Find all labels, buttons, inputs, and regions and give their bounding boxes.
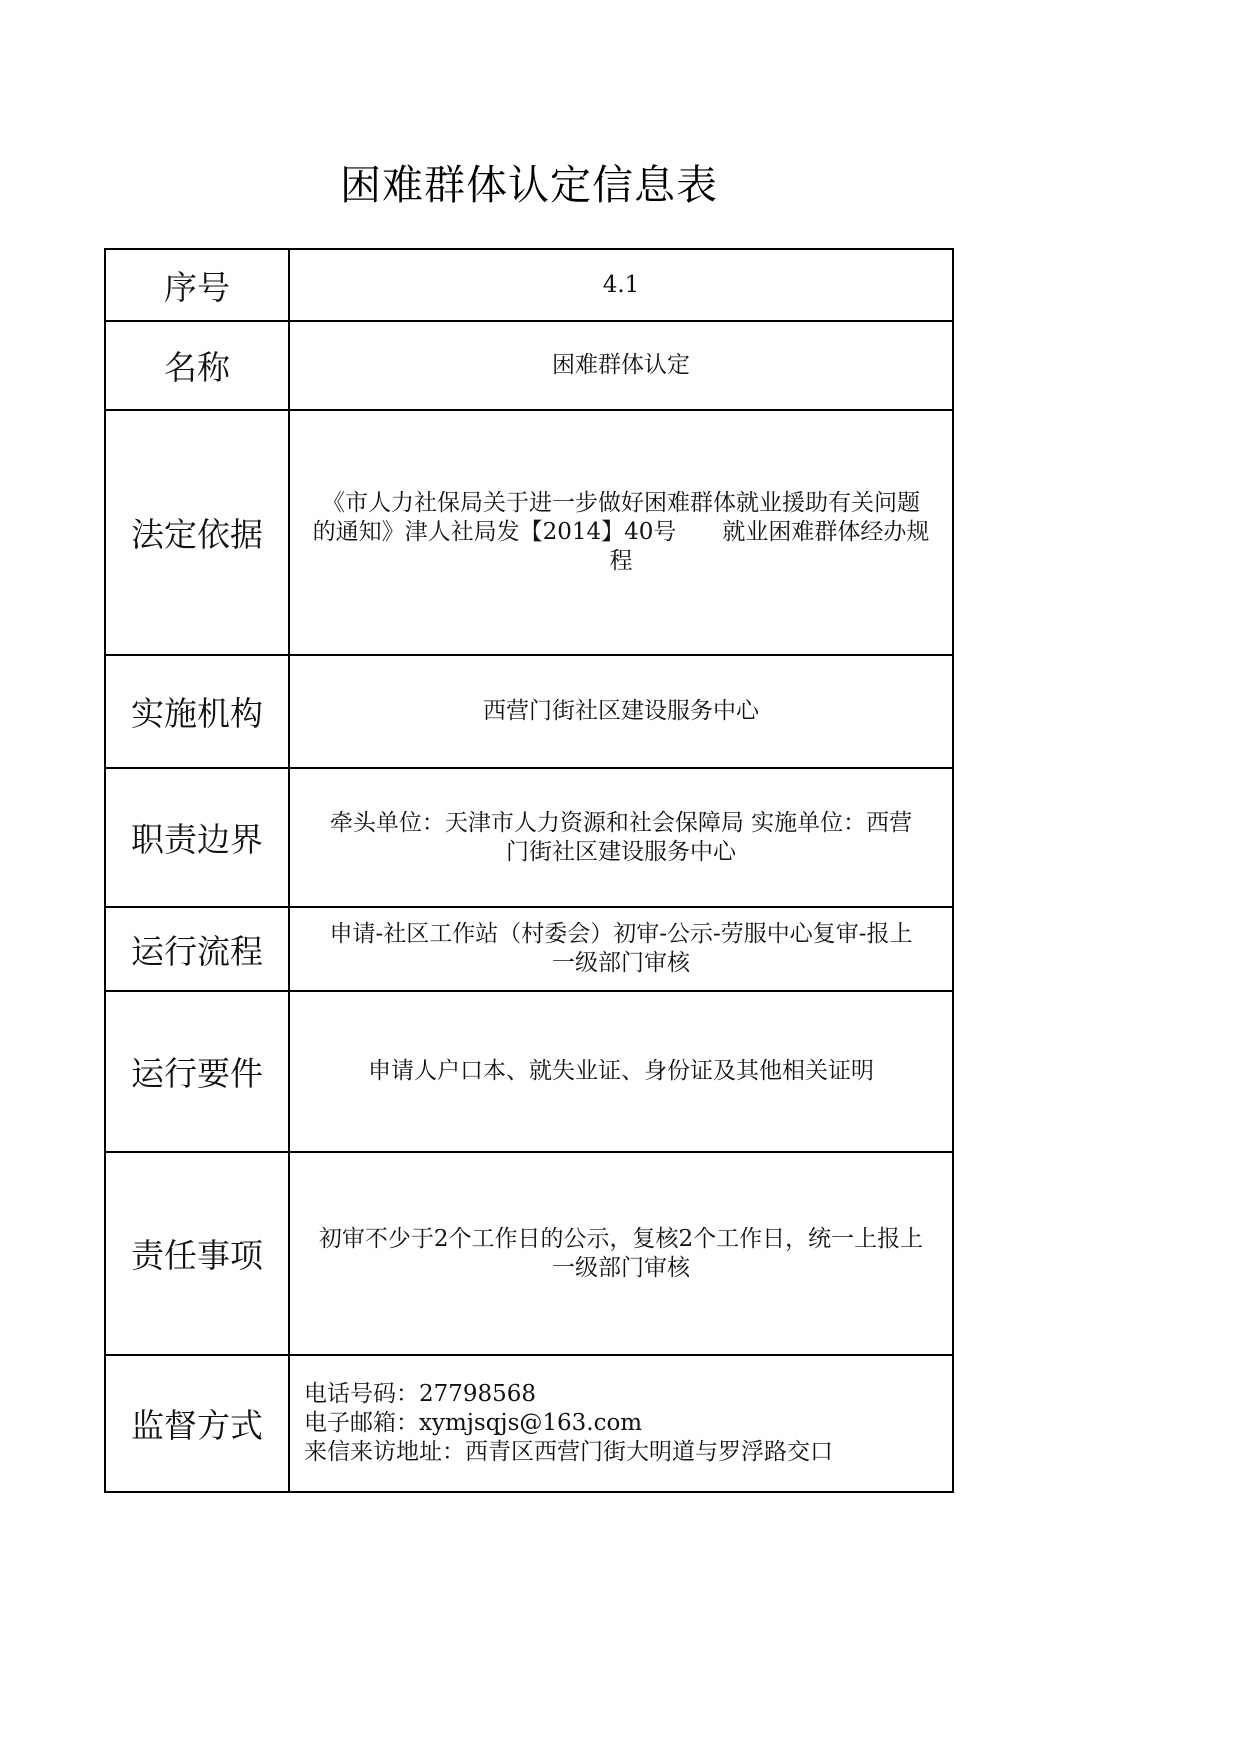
supervision-label: 监督方式	[105, 1355, 289, 1492]
table-row-responsibility-boundary	[105, 768, 953, 907]
process-value	[289, 907, 953, 991]
process-label: 运行流程	[105, 907, 289, 991]
agency-label: 实施机构	[105, 655, 289, 768]
page-title: 困难群体认定信息表	[340, 161, 718, 209]
name-label: 名称	[105, 321, 289, 410]
table-row-legal-basis	[105, 410, 953, 655]
legal-basis-line: 《市人力社保局关于进一步做好困难群体就业援助有关问题	[322, 490, 920, 516]
serial-value: 4.1	[289, 249, 953, 321]
address-line: 来信来访地址：西青区西营门街大明道与罗浮路交口	[304, 1439, 833, 1465]
table-row-serial	[105, 249, 953, 321]
table-row-requirements	[105, 991, 953, 1152]
info-table	[104, 248, 954, 1493]
table-row-process	[105, 907, 953, 991]
responsibility-boundary-line: 门街社区建设服务中心	[506, 838, 736, 865]
process-line: 一级部门审核	[552, 950, 690, 976]
responsibility-boundary-value	[289, 768, 953, 907]
duties-value	[289, 1152, 953, 1355]
name-value: 困难群体认定	[289, 321, 953, 410]
legal-basis-label: 法定依据	[105, 410, 289, 655]
duties-label: 责任事项	[105, 1152, 289, 1355]
agency-value: 西营门街社区建设服务中心	[289, 655, 953, 768]
phone-line: 电话号码：27798568	[304, 1381, 537, 1407]
requirements-value: 申请人户口本、就失业证、身份证及其他相关证明	[289, 991, 953, 1152]
duties-line: 初审不少于2个工作日的公示，复核2个工作日，统一上报上	[318, 1225, 924, 1252]
table-row-name	[105, 321, 953, 410]
responsibility-boundary-label: 职责边界	[105, 768, 289, 907]
legal-basis-line: 程	[609, 548, 633, 574]
requirements-label: 运行要件	[105, 991, 289, 1152]
email-line: 电子邮箱：xymjsqjs@163.com	[304, 1410, 643, 1436]
duties-line: 一级部门审核	[552, 1254, 690, 1281]
process-line: 申请-社区工作站（村委会）初审-公示-劳服中心复审-报上	[329, 921, 913, 947]
legal-basis-line: 的通知》津人社局发【2014】40号 就业困难群体经办规	[312, 519, 930, 545]
serial-label: 序号	[105, 249, 289, 321]
table-row-supervision	[105, 1355, 953, 1492]
table-row-duties	[105, 1152, 953, 1355]
responsibility-boundary-line: 牵头单位：天津市人力资源和社会保障局 实施单位：西营	[329, 809, 913, 836]
legal-basis-value	[289, 410, 953, 655]
supervision-value	[289, 1355, 953, 1492]
table-row-agency	[105, 655, 953, 768]
